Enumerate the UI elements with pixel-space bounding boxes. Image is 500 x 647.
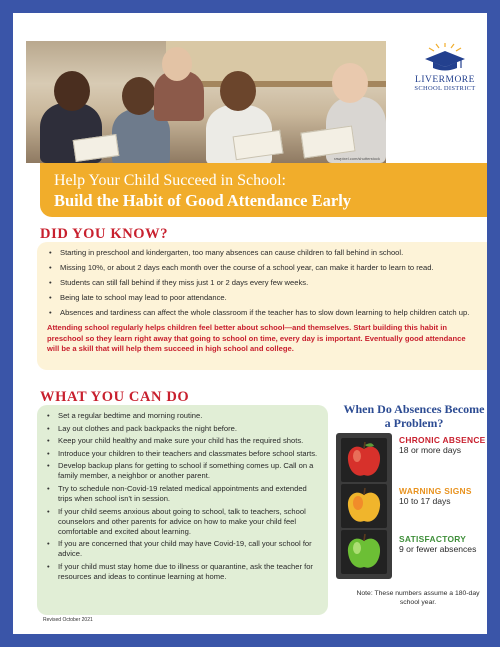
did-you-know-box	[37, 242, 487, 370]
level-value: 18 or more days	[399, 445, 462, 455]
what-you-can-do-heading: WHAT YOU CAN DO	[40, 389, 190, 405]
level-name: CHRONIC ABSENCE	[399, 435, 486, 445]
red-apple-icon	[344, 440, 384, 480]
chronic-absence-level	[399, 435, 486, 456]
list-item: • Being late to school may lead to poor attendance.	[47, 293, 477, 303]
title-line-2: Build the Habit of Good Attendance Early	[54, 191, 352, 210]
list-item: • Try to schedule non-Covid-19 related medical appointments and extended trips when school isn't in session.	[45, 484, 320, 504]
photo-credit: rawpixel.com/shutterstock	[333, 156, 380, 161]
children-reading-photo	[26, 41, 386, 163]
warning-signs-level	[399, 486, 472, 507]
list-item: • Keep your child healthy and make sure your child has the required shots.	[45, 436, 320, 446]
list-item: • If your child must stay home due to illness or quarantine, ask the teacher for resources and ideas to continue learning at home.	[45, 562, 320, 582]
list-item: • Lay out clothes and pack backpacks the night before.	[45, 424, 320, 434]
absences-title: When Do Absences Become a Problem?	[343, 402, 485, 430]
flyer-page	[13, 13, 487, 634]
list-item: • Set a regular bedtime and morning routine.	[45, 411, 320, 421]
did-you-know-heading: DID YOU KNOW?	[40, 226, 169, 242]
level-name: SATISFACTORY	[399, 534, 467, 544]
title-banner	[40, 163, 487, 217]
what-you-can-do-list	[45, 411, 320, 582]
attendance-paragraph: Attending school regularly helps children feel better about school—and themselves. Start building this habit in preschool so they learn right away that going to school on time, every day is important. Eventually good attendance will be a skill that will help them succeed in high school and college.	[47, 323, 466, 353]
list-item: • Missing 10%, or about 2 days each month over the course of a school year, can make it harder to learn to read.	[47, 263, 477, 273]
level-value: 9 or fewer absences	[399, 544, 477, 554]
revised-date: Revised October 2021	[43, 617, 93, 623]
list-item: • Starting in preschool and kindergarten, too many absences can cause children to fall behind in school.	[47, 248, 477, 258]
district-name: LIVERMORE	[415, 75, 475, 85]
list-item: • Develop backup plans for getting to school if something comes up. Call on a family member, a neighbor or another parent.	[45, 461, 320, 481]
list-item: • If your child seems anxious about going to school, talk to teachers, school counselors and other parents for advice on how to make your child feel comfortable and excited about learning.	[45, 507, 320, 537]
satisfactory-level	[399, 534, 476, 555]
list-item: • Students can still fall behind if they miss just 1 or 2 days every few weeks.	[47, 278, 477, 288]
level-value: 10 to 17 days	[399, 496, 451, 506]
did-you-know-list	[47, 248, 477, 318]
traffic-light	[336, 433, 392, 579]
title-line-1: Help Your Child Succeed in School:	[54, 172, 286, 189]
list-item: • If you are concerned that your child may have Covid-19, call your school for advice.	[45, 539, 320, 559]
graduation-cap-icon	[423, 43, 467, 73]
list-item: • Introduce your children to their teachers and classmates before school starts.	[45, 449, 320, 459]
district-subtitle: SCHOOL DISTRICT	[414, 85, 476, 92]
list-item: • Absences and tardiness can affect the whole classroom if the teacher has to slow down learning to help children catch up.	[47, 308, 477, 318]
green-apple-icon	[344, 532, 384, 572]
what-you-can-do-box	[37, 405, 328, 615]
school-year-note: Note: These numbers assume a 180-day school year.	[356, 590, 480, 606]
yellow-apple-icon	[344, 486, 384, 526]
level-name: WARNING SIGNS	[399, 486, 472, 496]
district-logo	[407, 43, 483, 92]
